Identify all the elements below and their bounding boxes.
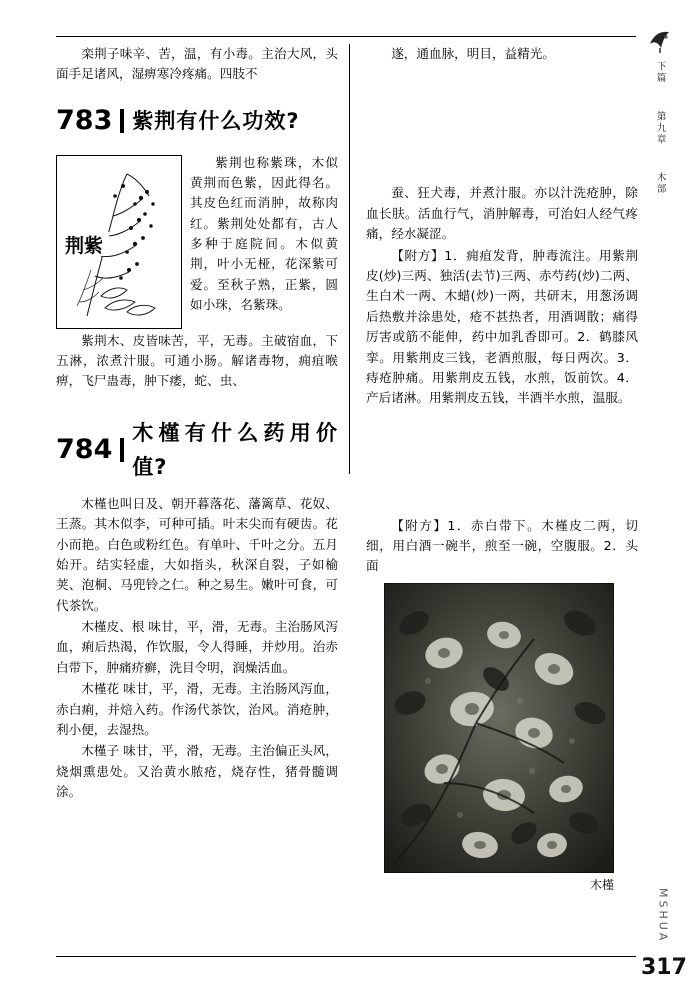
- section-784-paragraph-0: 木槿也叫日及、朝开暮落花、藩篱草、花奴、王蒸。其木似李，可种可插。叶末尖而有硬齿。花小而艳。白色或粉红色。有单叶、千叶之分。五月始开。结实轻虚，大如指头，秋深自裂，子如榆荚、泡桐、马兜铃之仁。种之易生。嫩叶可食，可代茶饮。: [56, 495, 338, 613]
- left-column: [56, 44, 338, 804]
- heading-784-bar: [120, 438, 124, 462]
- section-783-cont-paragraph-0: 蚕、狂犬毒，并煮汁服。亦以汁洗疮肿，除血长肤。活血行气，消肿解毒，可治妇人经气疼痛，经水凝涩。: [366, 185, 638, 242]
- heading-784: [56, 416, 338, 484]
- section-784-paragraph-2: 木槿花 味甘，平，滑，无毒。主治肠风泻血，赤白痢，并焙入药。作汤代茶饮，治风。消疮肿，利小便，去湿热。: [56, 681, 338, 738]
- mujin-photo-icon: [384, 583, 614, 873]
- top-rule: [56, 36, 636, 37]
- section-783-paragraph-0: 紫荆也称紫珠，木似黄荆而色紫，因此得名。其皮色红而消肿，故称肉红。紫荆处处都有，古人多种于庭院间。木似黄荆，叶小无桠，花深紫可爱。至秋子熟，正紫，圆如小珠，名紫珠。: [190, 154, 338, 313]
- column-divider: [349, 44, 350, 474]
- heading-783-bar: [120, 109, 124, 133]
- heading-783: [56, 99, 338, 143]
- page-number-block: [641, 877, 685, 979]
- heading-783-number: 783: [56, 104, 113, 136]
- svg-text:荆紫: 荆紫: [65, 234, 104, 257]
- section-784-paragraph-3: 木槿子 味甘，平，滑，无毒。主治偏正头风，烧烟熏患处。又治黄水脓疮，烧存性，猪骨髓调涂。: [56, 743, 338, 800]
- right-intro-paragraph: 遂，通血脉，明目，益精光。: [391, 46, 555, 61]
- running-head-part-0: 下篇: [654, 60, 666, 84]
- running-head-text: [652, 60, 667, 210]
- section-783-paragraph-1: 紫荆木、皮皆味苦，平，无毒。主破宿血，下五淋，浓煮汁服。可通小肠。解诸毒物，痈疽喉痹，飞尸蛊毒，肿下痿，蛇、虫、: [56, 332, 338, 389]
- brand-logo-icon: [647, 28, 673, 54]
- left-intro-paragraph: 栾荆子味辛、苦，温，有小毒。主治大风，头面手足诸风，湿痹寒冷疼痛。四肢不: [56, 46, 338, 82]
- figure-mujin-caption: 木槿: [589, 877, 614, 892]
- page-number: 317: [641, 955, 687, 980]
- bottom-rule: [56, 956, 636, 957]
- section-784-paragraph-1: 木槿皮、根 味甘，平，滑，无毒。主治肠风泻血，痢后热渴，作饮服，令人得睡，并炒用。治赤白带下，肿痛疥癣，洗目令明，润燥活血。: [56, 619, 338, 675]
- side-mark: MSHUA: [656, 888, 670, 944]
- running-head: [643, 28, 677, 210]
- heading-784-number: 784: [56, 433, 113, 465]
- zijing-illustration-icon: [57, 156, 181, 328]
- heading-784-title: 木槿有什么药用价值?: [132, 420, 338, 479]
- section-783-cont-paragraph-1: 【附方】1．痈疽发背，肿毒流注。用紫荆皮(炒)三两、独活(去节)三两、赤芍药(炒)二两、生白术一两、木蜡(炒)一两，共研末，用葱汤调后热敷并涂患处，疮不甚热者，用酒调散；痛得厉害或筋不能伸，药中加乳香即可。2．鹤膝风挛。用紫荆皮三钱，老酒煎服，每日两次。3．痔疮肿痛。用紫荆皮五钱，水煎，饭前饮。4．产后诸淋。用紫荆皮五钱，半酒半水煎，温服。: [366, 247, 638, 406]
- heading-783-title: 紫荆有什么功效?: [132, 108, 300, 133]
- section-784-cont-paragraph-0: 【附方】1．赤白带下。木槿皮二两，切细，用白酒一碗半，煎至一碗，空腹服。2．头面: [366, 517, 638, 574]
- right-column: [366, 44, 638, 895]
- figure-mujin-photo: [384, 583, 614, 873]
- running-head-part-1: 第九章: [654, 110, 666, 146]
- running-head-part-2: 木部: [654, 172, 666, 196]
- figure-zijing: [56, 155, 182, 329]
